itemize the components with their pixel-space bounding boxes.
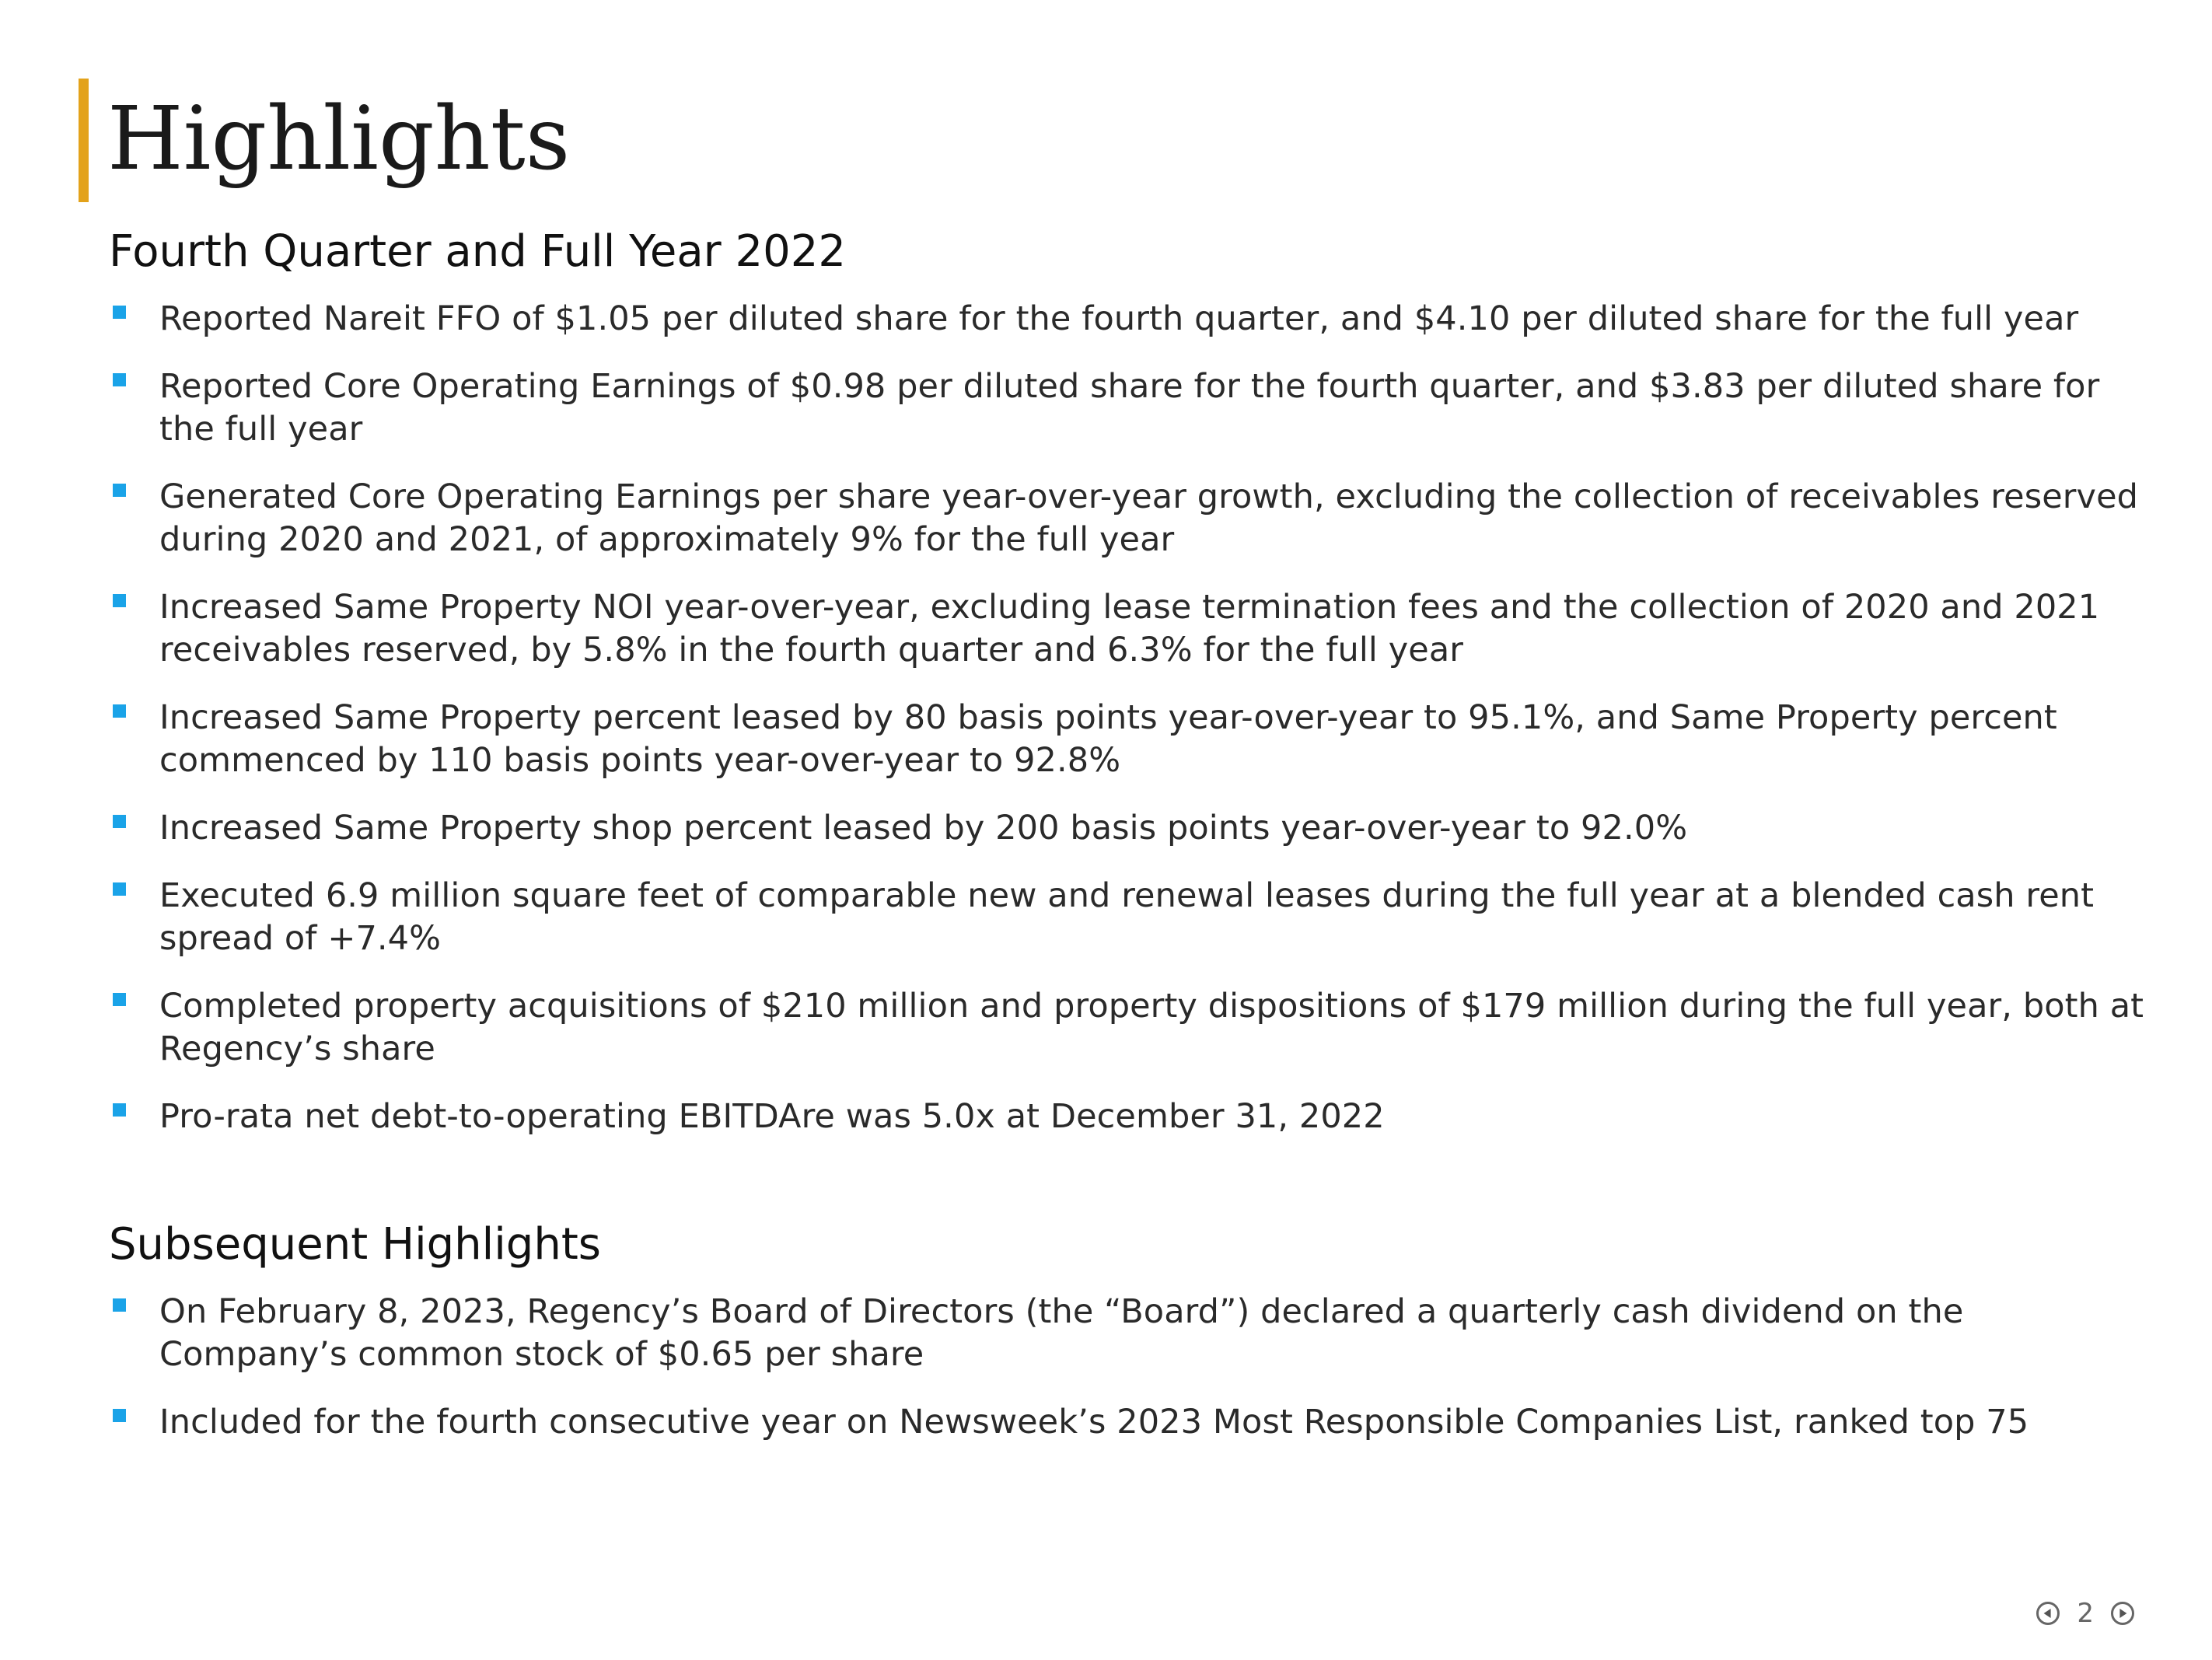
subsequent-list <box>109 1291 2146 1444</box>
square-bullet-icon <box>113 373 126 386</box>
list-item <box>109 298 2146 341</box>
list-item <box>109 1291 2146 1376</box>
square-bullet-icon <box>113 704 126 718</box>
list-item-text: On February 8, 2023, Regency’s Board of Directors (the “Board”) declared a quarterly cash dividend on the Company’s common stock of $0.65 per share <box>159 1292 1964 1375</box>
square-bullet-icon <box>113 882 126 896</box>
page-number: 2 <box>2077 1598 2094 1629</box>
list-item-text: Pro-rata net debt-to-operating EBITDAre was 5.0x at December 31, 2022 <box>159 1097 1385 1137</box>
circle-arrow-left-icon[interactable] <box>2036 1602 2060 1625</box>
subsequent-heading: Subsequent Highlights <box>109 1219 601 1270</box>
fourth-quarter-section <box>109 225 2146 1163</box>
list-item-text: Increased Same Property NOI year-over-year, excluding lease termination fees and the collection of 2020 and 2021 receivables reserved, by 5.8% in the fourth quarter and 6.3% for the full year <box>159 588 2100 670</box>
list-item <box>109 365 2146 451</box>
fourth-quarter-list <box>109 298 2146 1138</box>
square-bullet-icon <box>113 1103 126 1117</box>
list-item <box>109 875 2146 960</box>
list-item-text: Included for the fourth consecutive year on Newsweek’s 2023 Most Responsible Companies List, ranked top 75 <box>159 1403 2029 1442</box>
square-bullet-icon <box>113 484 126 497</box>
square-bullet-icon <box>113 815 126 828</box>
circle-arrow-right-icon[interactable] <box>2111 1602 2134 1625</box>
list-item <box>109 1096 2146 1138</box>
square-bullet-icon <box>113 1409 126 1422</box>
list-item-text: Increased Same Property percent leased by 80 basis points year-over-year to 95.1%, and Same Property percent commenced by 110 basis points year-over-year to 92.8% <box>159 698 2057 781</box>
list-item <box>109 807 2146 850</box>
list-item-text: Completed property acquisitions of $210 million and property dispositions of $179 million during the full year, both at Regency’s share <box>159 987 2144 1069</box>
list-item-text: Increased Same Property shop percent leased by 200 basis points year-over-year to 92.0% <box>159 809 1688 848</box>
square-bullet-icon <box>113 306 126 319</box>
page-navigation <box>2036 1598 2134 1629</box>
list-item <box>109 1401 2146 1444</box>
list-item <box>109 697 2146 782</box>
list-item <box>109 586 2146 672</box>
subsequent-section <box>109 1218 2146 1469</box>
square-bullet-icon <box>113 594 126 607</box>
fourth-quarter-heading: Fourth Quarter and Full Year 2022 <box>109 226 846 277</box>
list-item-text: Generated Core Operating Earnings per share year-over-year growth, excluding the collection of receivables reserved during 2020 and 2021, of approximately 9% for the full year <box>159 477 2139 560</box>
list-item <box>109 476 2146 561</box>
list-item-text: Executed 6.9 million square feet of comparable new and renewal leases during the full year at a blended cash rent spread of +7.4% <box>159 876 2095 959</box>
list-item <box>109 985 2146 1071</box>
square-bullet-icon <box>113 1298 126 1312</box>
list-item-text: Reported Core Operating Earnings of $0.98 per diluted share for the fourth quarter, and $3.83 per diluted share for the full year <box>159 367 2100 449</box>
square-bullet-icon <box>113 993 126 1006</box>
title-accent-bar <box>79 79 89 202</box>
list-item-text: Reported Nareit FFO of $1.05 per diluted share for the fourth quarter, and $4.10 per diluted share for the full year <box>159 299 2079 339</box>
page-title: Highlights <box>107 89 571 190</box>
